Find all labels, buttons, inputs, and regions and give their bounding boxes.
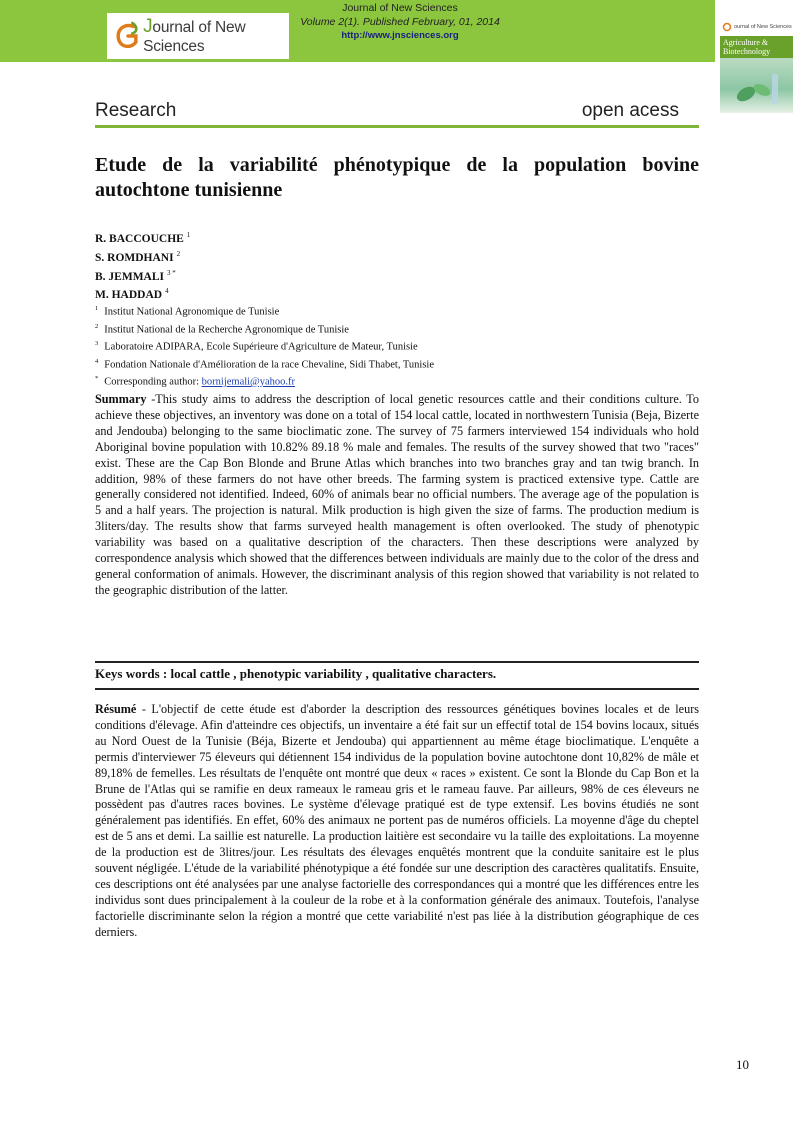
- corresponding-author: * Corresponding author: bornijemali@yahoo.fr: [95, 375, 296, 388]
- author: M. HADDAD $^4$: [95, 287, 169, 302]
- page-number: 10: [736, 1057, 749, 1072]
- summary-heading: Summary: [95, 392, 147, 406]
- journal-volume: Volume 2(1). Published February, 01, 2014: [300, 16, 500, 28]
- affiliation: $^4$ Fondation Nationale d'Amélioration de la race Chevaline, Sidi Thabet, Tunisie: [95, 357, 435, 370]
- journal-name: Journal of New Sciences: [342, 2, 458, 14]
- journal-logo-text: Journal of New Sciences: [143, 16, 246, 55]
- author: R. BACCOUCHE $^1$: [95, 231, 191, 245]
- access-type: open acess: [581, 100, 679, 121]
- author: S. ROMDHANI $^2$: [95, 249, 181, 264]
- journal-logo[interactable]: [107, 13, 289, 59]
- badge-logo-icon: [722, 22, 732, 32]
- keywords: Keys words : local cattle , phenotypic variability , qualitative characters.: [95, 666, 497, 681]
- affiliation: $^3$ Laboratoire ADIPARA, Ecole Supérieure d'Agriculture de Mateur, Tunisie: [95, 340, 418, 353]
- affiliation-list: [95, 302, 434, 390]
- keywords-box: [95, 661, 699, 690]
- author: B. JEMMALI $^{3 *}$: [95, 268, 176, 283]
- resume-heading: Résumé: [95, 702, 137, 716]
- resume-paragraph: [95, 702, 699, 941]
- journal-logo-icon: [115, 19, 141, 53]
- journal-info: [290, 0, 510, 43]
- summary-text: -This study aims to address the description of local genetic resources cattle and their conditions culture. To achieve these objectives, an inventory was done on a total of 154 local cattle, located in northwestern Tunisia (Beja, Bizerte and Jendouba) belonging to the same bioclimatic zone. The survey of 75 farmers interviewed 154 individuals who hold Aboriginal bovine population with 10.82% 89.18 % male and females. The results of the survey showed that two "races" exist. These are the Cap Bon Blonde and Brune Atlas which branches into two branches gray and tan twig branch. In addition, 98% of these farmers do not have other breeds. The farming system is practiced extensive type. Cattle are generally considered not identified. Indeed, 60% of animals bear no official numbers. The average age of the population is 5 and a half years. The projection is natural. Milk production is high given the size of farms. The production medium is 3liters/day. The results show that farms surveyed health management is often overlooked. The study of phenotypic variability was based on a qualitative description of the characters. Then these descriptions were analyzed by correspondence analysis which showed that the differences between individuals are mainly due to the color of the dress and general conformation of animals. However, the discriminant analysis of this region showed that variability is not related to the geographic distribution of the latter.: [95, 392, 699, 597]
- section-row: [95, 100, 699, 124]
- badge-header: ournal of New Sciences: [720, 18, 793, 36]
- summary-paragraph: [95, 392, 699, 599]
- journal-url-link[interactable]: http://www.jnsciences.org: [341, 30, 459, 41]
- section-badge: [720, 18, 793, 113]
- affiliation: $^2$ Institut National de la Recherche Agronomique de Tunisie: [95, 322, 349, 335]
- section-type: Research: [95, 100, 177, 121]
- badge-label: Agriculture & Biotechnology: [720, 36, 793, 58]
- paper-title: Etude de la variabilité phénotypique de la population bovine autochtone tunisienne: [95, 154, 699, 201]
- section-divider: [95, 125, 699, 128]
- resume-text: - L'objectif de cette étude est d'aborder la description des ressources génétiques bovines locales et de leurs conditions d'élevage. Afin d'atteindre ces objectifs, un inventaire a été fait sur un effectif total de 154 bovins locaux, situés au Nord Ouest de la Tunisie (Béja, Bizerte et Jendouba) qui appartiennent au même étage bioclimatique. L'enquête a permis d'interviewer 75 éleveurs qui détiennent 154 individus de la population bovine autochtone dont 10,82% de mâle et 89,18% de femelles. Les résultats de l'enquête ont montré que deux « races » existent. Ce sont la Blonde du Cap Bon et la Brune de l'Atlas qui se ramifie en deux rameaux le rameau gris et le rameau fauve. Par ailleurs, 98% de ces éleveurs ne possèdent pas d'autres races bovines. Le système d'élevage pratiqué est de type extensif. Les bovins étudiés ne sont généralement pas identifiés. En effet, 60% des animaux ne portent pas de numéros officiels. La moyenne d'âge du cheptel est de 5 ans et demi. La saillie est naturelle. La production laitière est secondaire vu la taille des exploitations. La moyenne de la production est de 3litres/jour. Les résultats des élevages enquêtés montrent que la conduite sanitaire est le plus souvent négligée. L'étude de la variabilité phénotypique a été fondée sur une description des caractères qualitatifs. Ensuite, ces descriptions ont été analysées par une analyse factorielle des correspondances qui a montré que les différences entre les individus sont dues principalement à la couleur de la robe et à la conformation générale des animaux. Toutefois, l'analyse factorielle discriminante selon la région a montré que cette variabilité n'est pas liée à la distribution géographique de ces derniers.: [95, 702, 699, 939]
- affiliation: $^1$ Institut National Agronomique de Tunisie: [95, 305, 280, 318]
- plant-icon: [728, 70, 784, 110]
- corresponding-email-link[interactable]: bornijemali@yahoo.fr: [201, 376, 296, 388]
- author-list: [95, 228, 190, 303]
